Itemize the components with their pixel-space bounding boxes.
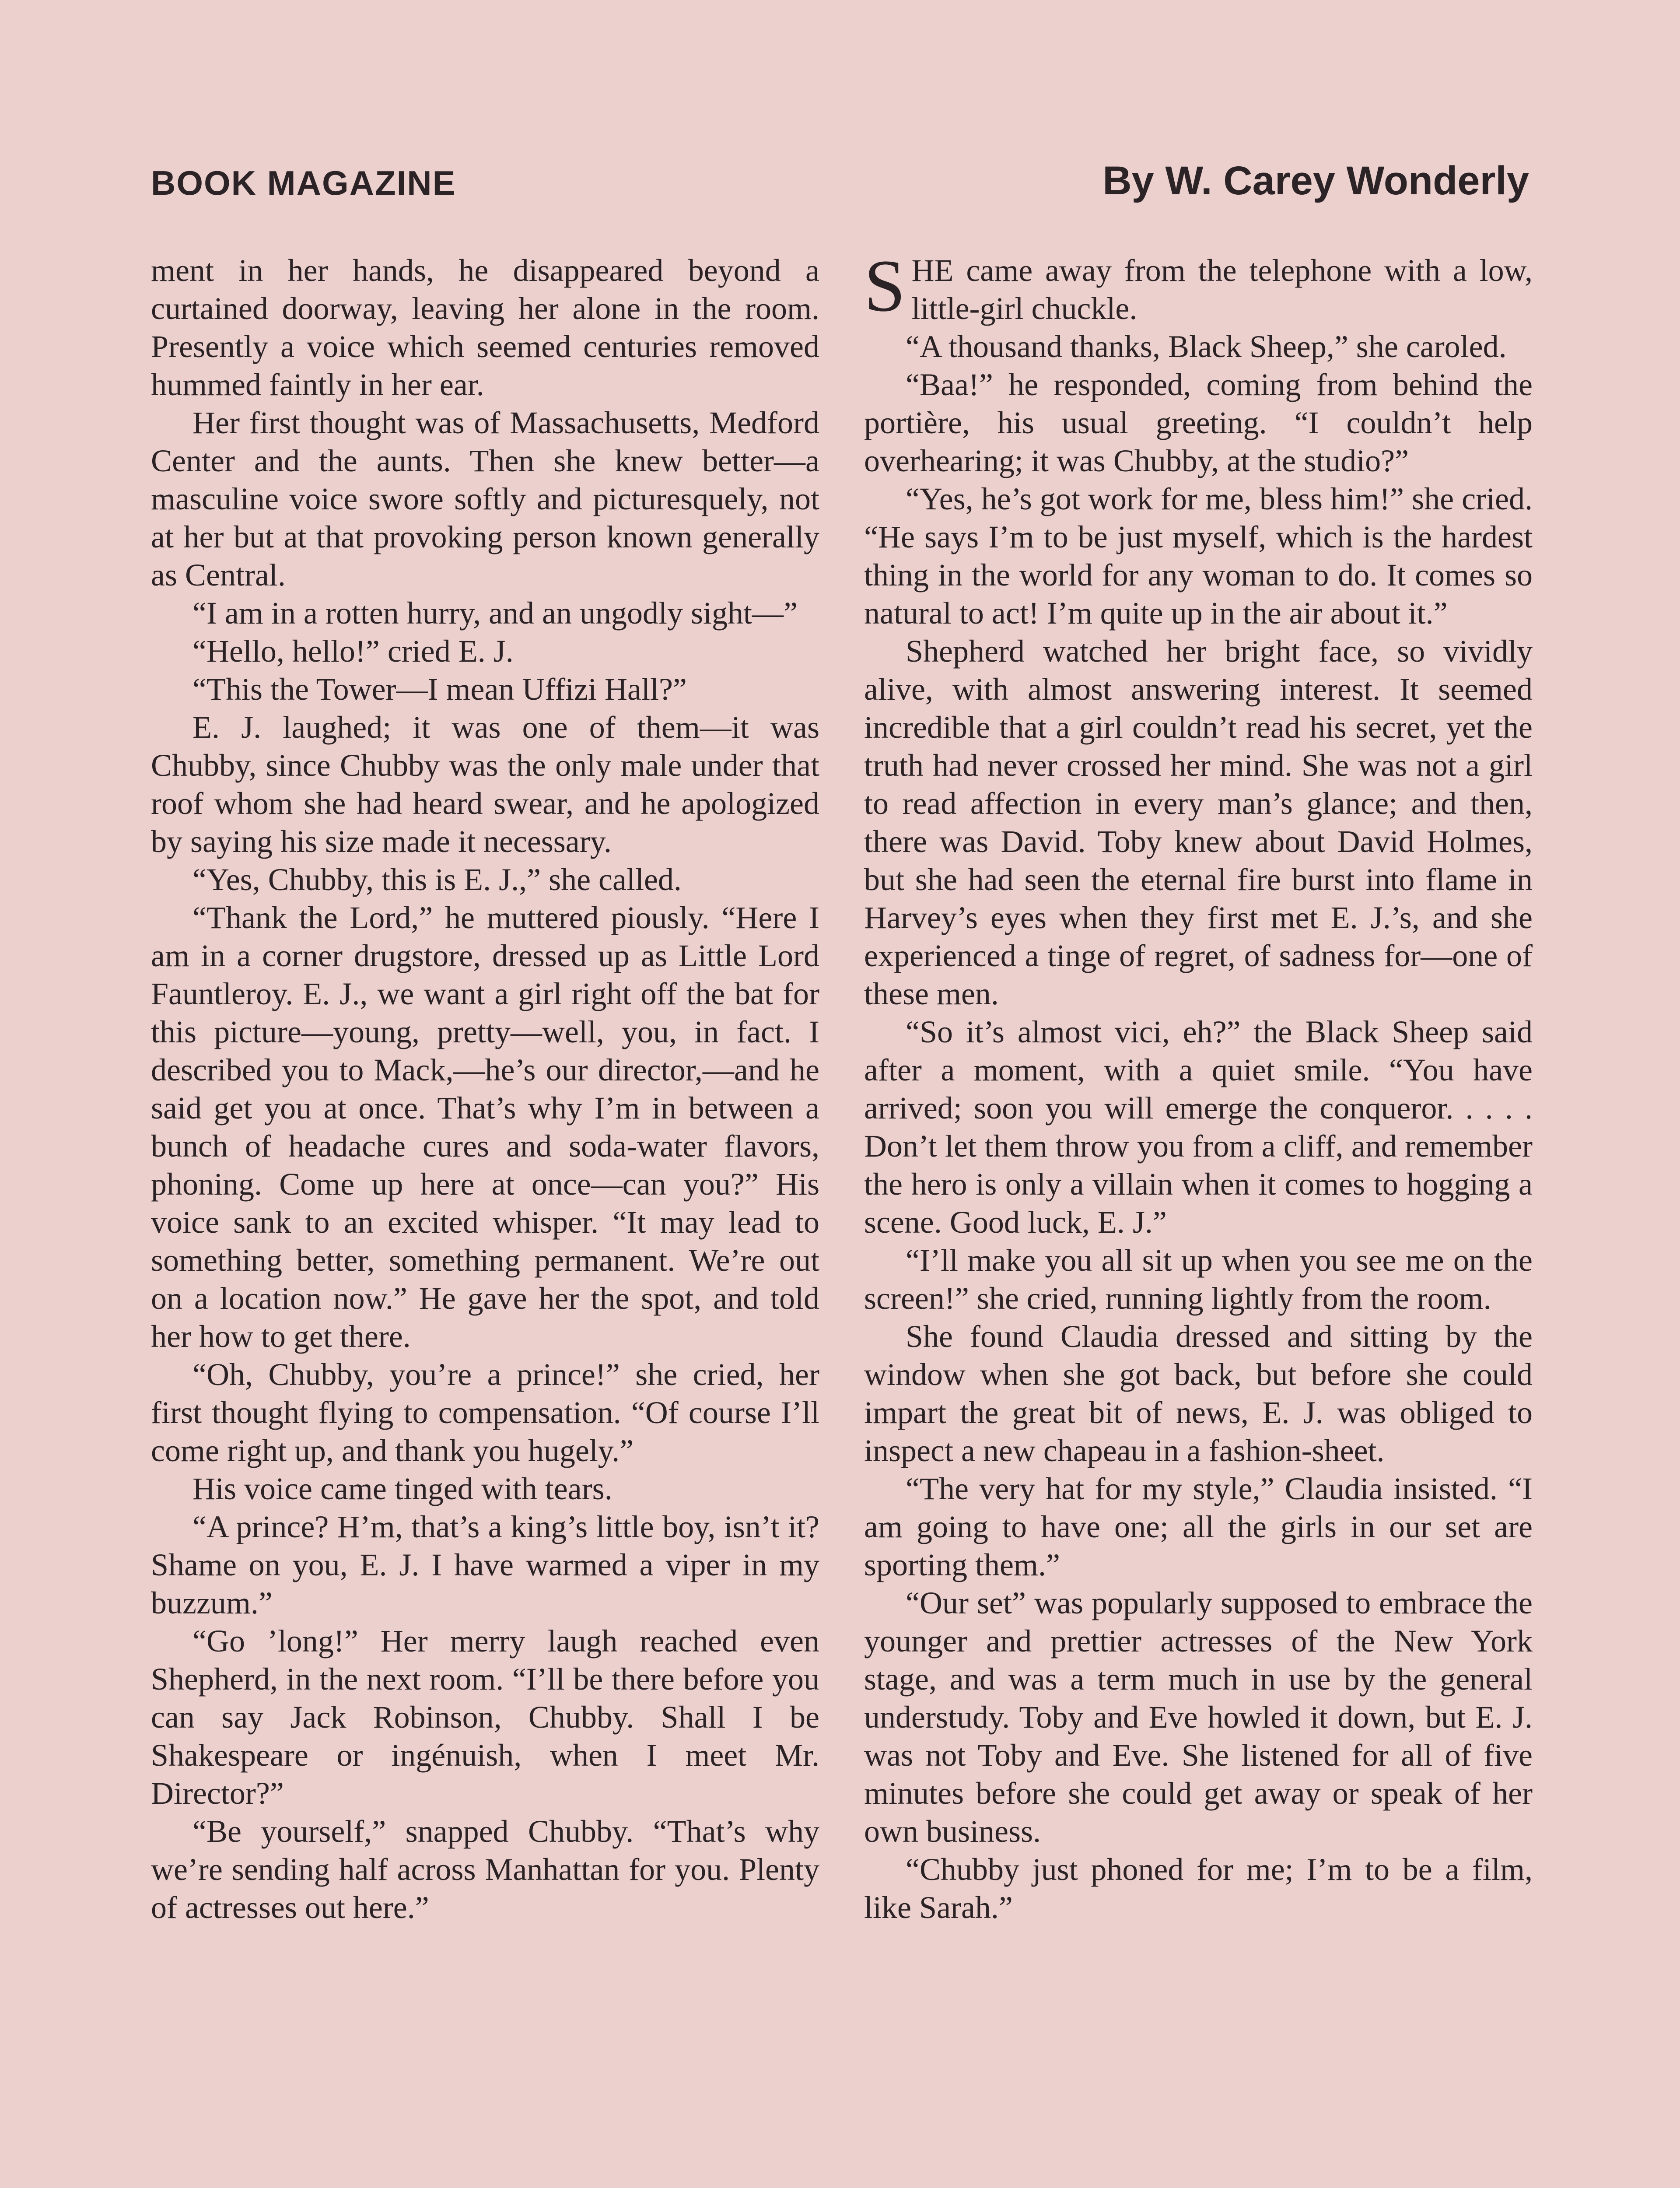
paragraph: “A prince? H’m, that’s a king’s little boy, isn’t it? Shame on you, E. J. I have warmed a viper in my buzzum.” [151, 1509, 819, 1620]
paragraph: “The very hat for my style,” Claudia insisted. “I am going to have one; all the girls in our set are sporting them.” [864, 1471, 1533, 1582]
paragraph: “Our set” was popularly supposed to embrace the younger and prettier actresses of the New York stage, and was a term much in use by the general understudy. Toby and Eve howled it down, but E. J. was not Toby and Eve. She listened for all of five minutes before she could get away or speak of her own business. [864, 1585, 1533, 1849]
paragraph: His voice came tinged with tears. [192, 1471, 612, 1506]
paragraph: “Chubby just phoned for me; I’m to be a film, like Sarah.” [864, 1852, 1533, 1925]
paragraph: “I’ll make you all sit up when you see me on the screen!” she cried, running lightly from the room. [864, 1243, 1533, 1316]
paragraph: “So it’s almost vici, eh?” the Black Sheep said after a moment, with a quiet smile. “You have arrived; soon you will emerge the conqueror. . . . . Don’t let them throw you from a cliff, and remember the hero is only a villain when it comes to hogging a scene. Good luck, E. J.” [864, 1014, 1533, 1240]
paragraph: Her first thought was of Massachusetts, Medford Center and the aunts. Then she knew better—a masculine voice swore softly and picturesquely, not at her but at that provoking person known generally as Central. [151, 405, 819, 593]
paragraph: “Be yourself,” snapped Chubby. “That’s why we’re sending half across Manhattan for you. Plenty of actresses out here.” [151, 1814, 819, 1925]
paragraph: “Yes, Chubby, this is E. J.,” she called. [192, 862, 682, 897]
paragraph: “Baa!” he responded, coming from behind the portière, his usual greeting. “I couldn’t help overhearing; it was Chubby, at the studio?” [864, 367, 1533, 478]
opening-text: HE came away from the telephone with a low, little-girl chuckle. [911, 253, 1533, 326]
left-column [151, 252, 819, 2188]
paragraph: She found Claudia dressed and sitting by the window when she got back, but before she could impart the great bit of news, E. J. was obliged to inspect a new chapeau in a fashion-sheet. [864, 1319, 1533, 1468]
magazine-title: BOOK MAGAZINE [151, 164, 456, 202]
paragraph: “Yes, he’s got work for me, bless him!” she cried. “He says I’m to be just myself, which is the hardest thing in the world for any woman to do. It comes so natural to act! I’m quite up in the air about it.” [864, 481, 1533, 631]
paragraph: “Hello, hello!” cried E. J. [192, 634, 514, 669]
paragraph: “This the Tower—I mean Uffizi Hall?” [192, 672, 687, 707]
running-header [151, 155, 1529, 208]
right-column [864, 252, 1533, 2188]
drop-cap: S [864, 252, 906, 327]
paragraph: “Go ’long!” Her merry laugh reached even Shepherd, in the next room. “I’ll be there before you can say Jack Robinson, Chubby. Shall I be Shakespeare or ingénuish, when I meet Mr. Director?” [151, 1623, 819, 1811]
paragraph: Shepherd watched her bright face, so vividly alive, with almost answering interest. It seemed incredible that a girl couldn’t read his secret, yet the truth had never crossed her mind. She was not a girl to read affection in every man’s glance; and then, there was David. Toby knew about David Holmes, but she had seen the eternal fire burst into flame in Harvey’s eyes when they first met E. J.’s, and she experienced a tinge of regret, of sadness for—one of these men. [864, 634, 1533, 1011]
paragraph: “Oh, Chubby, you’re a prince!” she cried, her first thought flying to compensation. “Of course I’ll come right up, and thank you hugely.” [151, 1357, 819, 1468]
paragraph: ment in her hands, he disappeared beyond a curtained doorway, leaving her alone in the room. Presently a voice which seemed centuries removed hummed faintly in her ear. [151, 253, 819, 402]
paragraph: “A thousand thanks, Black Sheep,” she caroled. [906, 329, 1507, 364]
paragraph: E. J. laughed; it was one of them—it was Chubby, since Chubby was the only male under that roof whom she had heard swear, and he apologized by saying his size made it necessary. [151, 710, 819, 859]
opening-paragraph [864, 252, 1533, 328]
paragraph: “I am in a rotten hurry, and an ungodly sight—” [192, 596, 798, 631]
paragraph: “Thank the Lord,” he muttered piously. “Here I am in a corner drugstore, dressed up as Little Lord Fauntleroy. E. J., we want a girl right off the bat for this picture—young, pretty—well, you, in fact. I described you to Mack,—he’s our director,—and he said get you at once. That’s why I’m in between a bunch of headache cures and soda-water flavors, phoning. Come up here at once—can you?” His voice sank to an excited whisper. “It may lead to something better, something permanent. We’re out on a location now.” He gave her the spot, and told her how to get there. [151, 900, 819, 1354]
author-byline: By W. Carey Wonderly [1102, 158, 1529, 203]
